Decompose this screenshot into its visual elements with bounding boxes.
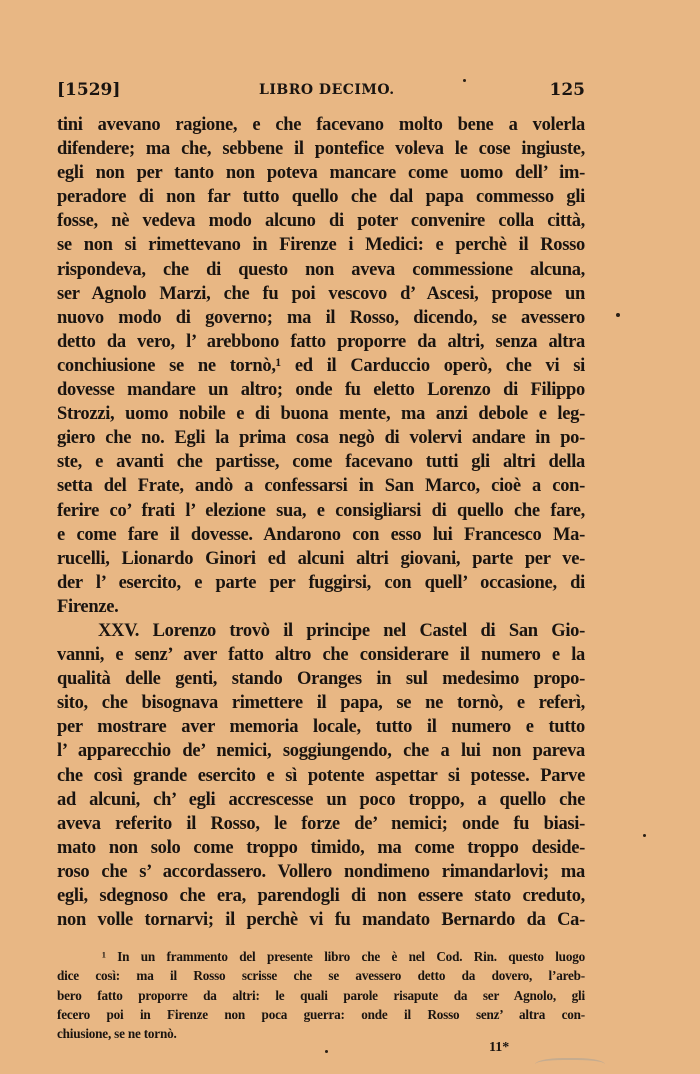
text-line: e come fare il dovesse. Andarono con esso lui Francesco Ma- <box>57 524 585 545</box>
footnote-line: bero fatto proporre da altri: le quali parole risapute da ser Agnolo, gli <box>57 987 585 1003</box>
footnote-line: fecero poi in Firenze non poca guerra: onde il Rosso senz’ altra con- <box>57 1006 585 1022</box>
text-line: qualità delle genti, stando Oranges in sul medesimo propo- <box>57 669 585 690</box>
scan-watermark-fragment <box>535 1058 605 1074</box>
running-header <box>57 80 585 104</box>
text-line: aveva referito il Rosso, le forze de’ nemici; onde fu biasi- <box>57 813 585 834</box>
text-line: peradore di non far tutto quello che dal papa commesso gli <box>57 187 585 208</box>
text-line: ste, e avanti che partisse, come facevano tutti gli altri della <box>57 452 585 473</box>
text-line: per mostrare aver memoria locale, tutto il numero e tutto <box>57 717 585 738</box>
text-line: dovesse mandare un altro; onde fu eletto Lorenzo di Filippo <box>57 380 585 401</box>
footnote-line: chiusione, se ne tornò. <box>57 1026 177 1042</box>
text-line: Strozzi, uomo nobile e di buona mente, ma anzi debole e leg- <box>57 404 585 425</box>
text-line: egli, sdegnoso che era, parendogli di non essere stato creduto, <box>57 886 585 906</box>
text-line: conchiusione se ne tornò,¹ ed il Carduccio operò, che vi si <box>57 355 585 376</box>
text-line: difendere; ma che, sebbene il pontefice voleva le cose ingiuste, <box>57 139 585 160</box>
text-line: ad alcuni, ch’ egli accrescesse un poco troppo, a quello che <box>57 789 585 810</box>
text-line: der l’ esercito, e parte per fuggirsi, con quell’ occasione, di <box>57 572 585 593</box>
section-start-line: XXV. Lorenzo trovò il principe nel Castel di San Gio- <box>98 620 585 641</box>
text-line: ser Agnolo Marzi, che fu poi vescovo d’ Ascesi, propose un <box>57 283 585 304</box>
text-line: egli non per tanto non poteva mancare come uomo dell’ im- <box>57 163 585 184</box>
printer-signature: 11* <box>489 1040 510 1055</box>
header-year: [1529] <box>57 80 121 100</box>
text-line: se non si rimettevano in Firenze i Medici: e perchè il Rosso <box>57 235 585 256</box>
text-line: mato non solo come troppo timido, ma come troppo deside- <box>57 837 585 858</box>
text-line: detto da vero, l’ arebbono fatto proporre da altri, senza altra <box>57 331 585 352</box>
ink-speck <box>643 834 646 837</box>
footnote-line: ¹ In un frammento del presente libro che è nel Cod. Rin. questo luogo <box>102 949 585 964</box>
ink-speck <box>616 313 620 317</box>
header-title: LIBRO DECIMO. <box>259 82 395 98</box>
text-line: rucelli, Lionardo Ginori ed alcuni altri giovani, parte per ve- <box>57 548 585 569</box>
footnote-line: dice così: ma il Rosso scrisse che se avessero detto da dovero, l’areb- <box>57 968 585 984</box>
text-line: l’ apparecchio de’ nemici, soggiungendo, che a lui non pareva <box>57 741 585 762</box>
text-line: tini avevano ragione, e che facevano molto bene a volerla <box>57 115 585 135</box>
text-line: nuovo modo di governo; ma il Rosso, dicendo, se avessero <box>57 307 585 328</box>
text-line: fosse, nè vedeva modo alcuno di poter convenire colla città, <box>57 211 585 232</box>
ink-speck <box>325 1050 328 1053</box>
text-line: roso che s’ accordassero. Vollero nondimeno rimandarlovi; ma <box>57 861 585 882</box>
text-line: che così grande esercito e sì potente aspettar si potesse. Parve <box>57 765 585 786</box>
text-line: setta del Frate, andò a confessarsi in San Marco, cioè a con- <box>57 476 585 497</box>
text-line: rispondeva, che di questo non aveva commessione alcuna, <box>57 259 585 280</box>
body-text <box>57 113 585 932</box>
page-number: 125 <box>549 80 585 100</box>
text-line: non volle tornarvi; il perchè vi fu mandato Bernardo da Ca- <box>57 910 585 931</box>
paragraph-end-line: Firenze. <box>57 596 119 617</box>
text-line: ferire co’ frati l’ elezione sua, e consigliarsi di quello che fare, <box>57 500 585 521</box>
footnote <box>57 947 585 1043</box>
text-line: vanni, e senz’ aver fatto altro che considerare il numero e la <box>57 645 585 666</box>
text-line: giero che no. Egli la prima cosa negò di volervi andare in po- <box>57 428 585 449</box>
ink-speck <box>463 79 466 82</box>
text-line: sito, che bisognava rimettere il papa, se ne tornò, e referì, <box>57 693 585 714</box>
